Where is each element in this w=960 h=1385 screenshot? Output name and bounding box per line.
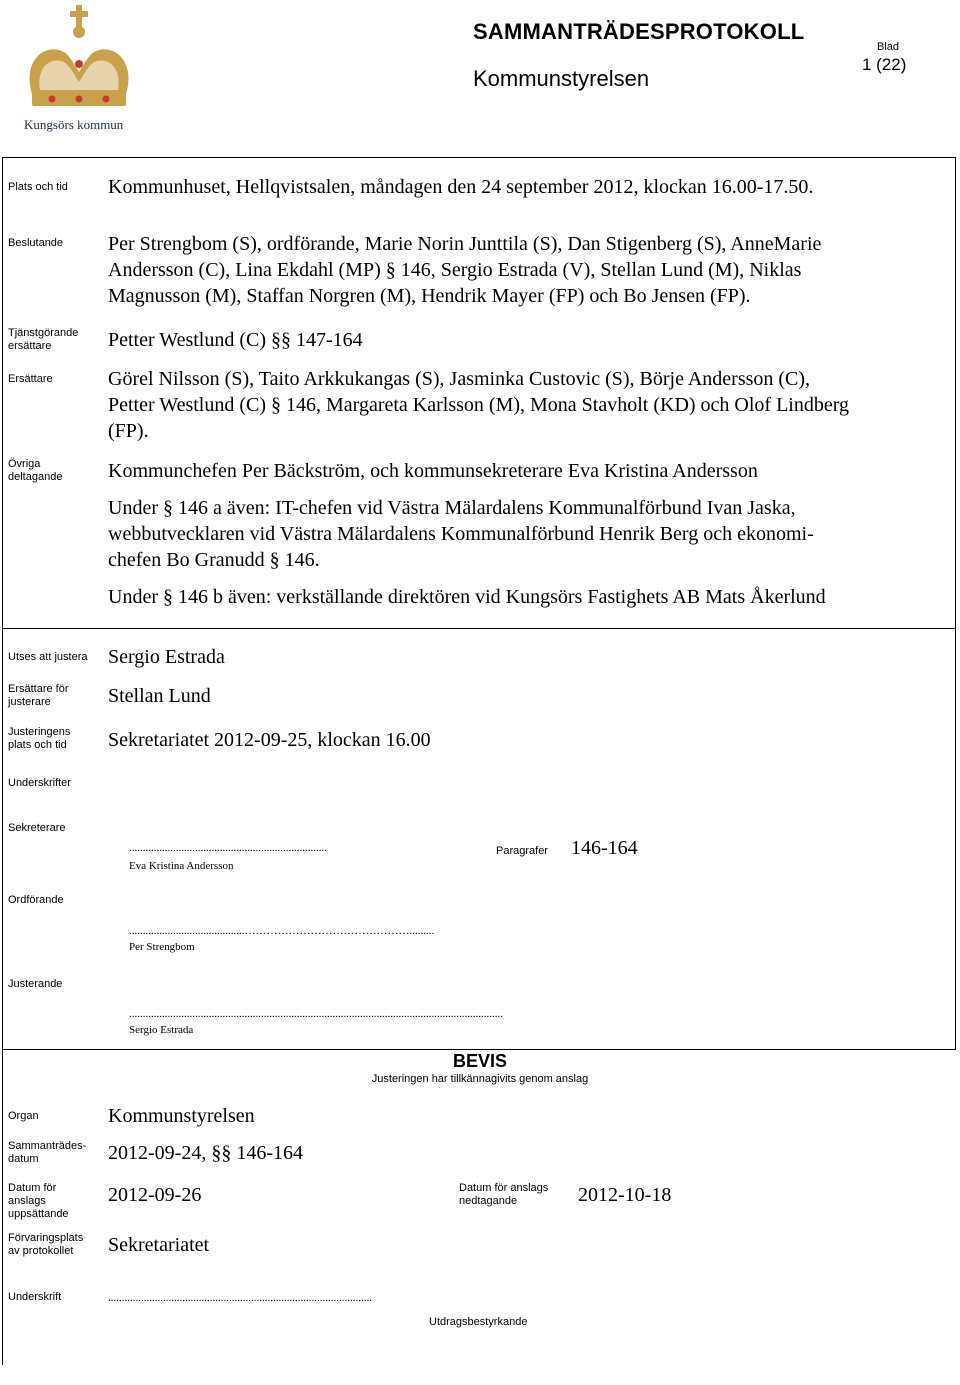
sekreterare-name: Eva Kristina Andersson	[129, 860, 234, 872]
utses-top-line	[2, 628, 956, 629]
utses-value: Sergio Estrada	[108, 646, 225, 668]
justerande-signature-line: ........................................................................................................................................	[129, 1008, 503, 1020]
uppsattande-label-3: uppsättande	[8, 1208, 69, 1220]
sekreterare-signature-line: ........................................................................	[129, 842, 327, 854]
document-body-name: Kommunstyrelsen	[473, 66, 650, 91]
crown-icon	[18, 2, 142, 134]
nedtagande-label-2: nedtagande	[459, 1195, 518, 1207]
ersattare-line-3: (FP).	[108, 420, 149, 442]
tjanstgorande-value: Petter Westlund (C) §§ 147-164	[108, 329, 363, 351]
beslutande-line-3: Magnusson (M), Staffan Norgren (M), Hendrik Mayer (FP) och Bo Jensen (FP).	[108, 285, 751, 307]
organ-label: Organ	[8, 1110, 39, 1122]
ordforande-label: Ordförande	[8, 894, 64, 906]
ersattare-label: Ersättare	[8, 373, 53, 385]
beslutande-line-2: Andersson (C), Lina Ekdahl (MP) § 146, Sergio Estrada (V), Stellan Lund (M), Niklas	[108, 259, 802, 281]
paragrafer-value: 146-164	[571, 837, 638, 859]
sammantradesdatum-value: 2012-09-24, §§ 146-164	[108, 1142, 303, 1164]
plats-value: Kommunhuset, Hellqvistsalen, måndagen den 24 september 2012, klockan 16.00-17.50.	[108, 176, 814, 198]
ovriga-label-2: deltagande	[8, 471, 63, 483]
top-frame-line	[2, 157, 956, 158]
page-count: 1 (22)	[862, 55, 907, 74]
sammantradesdatum-label-1: Sammanträdes-	[8, 1140, 87, 1152]
tjanstgorande-label-1: Tjänstgörande	[8, 327, 79, 339]
ovriga-line-1: Kommunchefen Per Bäckström, och kommunsekreterare Eva Kristina Andersson	[108, 460, 758, 482]
under-146-line-1: Under § 146 a även: IT-chefen vid Västra Mälardalens Kommunalförbund Ivan Jaska,	[108, 497, 796, 519]
municipality-logo	[18, 2, 142, 134]
forvaringsplats-label-2: av protokollet	[8, 1245, 74, 1257]
justeringens-label-1: Justeringens	[8, 726, 71, 738]
ersattare-line-2: Petter Westlund (C) § 146, Margareta Karlsson (M), Mona Stavholt (KD) och Olof Lindberg	[108, 394, 850, 416]
underskrifter-heading: Underskrifter	[8, 777, 71, 789]
beslutande-line-1: Per Strengbom (S), ordförande, Marie Norin Junttila (S), Dan Stigenberg (S), AnneMarie	[108, 233, 822, 255]
uppsattande-label-2: anslags	[8, 1195, 46, 1207]
beslutande-label: Beslutande	[8, 237, 64, 249]
under-146-line-3: chefen Bo Granudd § 146.	[108, 549, 320, 571]
utdragsbestyrkande-label: Utdragsbestyrkande	[429, 1316, 528, 1328]
ordforande-name: Per Strengbom	[129, 941, 195, 953]
ersattare-justerare-label-1: Ersättare för	[8, 683, 69, 695]
ovriga-label-1: Övriga	[8, 458, 41, 470]
ersattare-line-1: Görel Nilsson (S), Taito Arkkukangas (S), Jasminka Custovic (S), Börje Andersson (C),	[108, 368, 811, 390]
forvaringsplats-value: Sekretariatet	[108, 1234, 210, 1256]
nedtagande-label-1: Datum för anslags	[459, 1182, 549, 1194]
left-frame-line	[2, 157, 3, 1365]
tjanstgorande-label-2: ersättare	[8, 340, 52, 352]
uppsattande-value: 2012-09-26	[108, 1184, 202, 1206]
ordforande-signature-line: ..........................................……………………………………….........	[129, 925, 435, 937]
justeringens-value: Sekretariatet 2012-09-25, klockan 16.00	[108, 729, 431, 751]
organ-value: Kommunstyrelsen	[108, 1105, 255, 1127]
plats-label: Plats och tid	[8, 181, 68, 193]
logo-text: Kungsörs kommun	[24, 117, 124, 132]
under-146-line-2: webbutvecklaren vid Västra Mälardalens Kommunalförbund Henrik Berg och ekonomi-	[108, 523, 814, 545]
underskrift-signature-line: ................................................................................................	[108, 1292, 372, 1304]
underskrift-label: Underskrift	[8, 1291, 62, 1303]
utses-label: Utses att justera	[8, 651, 88, 663]
forvaringsplats-label-1: Förvaringsplats	[8, 1232, 84, 1244]
bevis-title: BEVIS	[452, 1051, 508, 1071]
justerande-label: Justerande	[8, 978, 63, 990]
document-title: SAMMANTRÄDESPROTOKOLL	[473, 19, 805, 44]
paragrafer-label: Paragrafer	[496, 845, 548, 857]
bevis-divider-line	[2, 1049, 956, 1050]
sammantradesdatum-label-2: datum	[8, 1153, 39, 1165]
nedtagande-value: 2012-10-18	[578, 1184, 672, 1206]
under-146b-line: Under § 146 b även: verkställande direktören vid Kungsörs Fastighets AB Mats Åkerlund	[108, 586, 826, 608]
ersattare-justerare-value: Stellan Lund	[108, 685, 211, 707]
blad-label: Blad	[877, 41, 900, 53]
justeringens-label-2: plats och tid	[8, 739, 67, 751]
sekreterare-label: Sekreterare	[8, 822, 66, 834]
justerande-name: Sergio Estrada	[129, 1024, 194, 1036]
right-frame-line	[955, 157, 956, 1049]
bevis-subtitle: Justeringen har tillkännagivits genom anslag	[371, 1073, 589, 1085]
ersattare-justerare-label-2: justerare	[8, 696, 51, 708]
uppsattande-label-1: Datum för	[8, 1182, 57, 1194]
